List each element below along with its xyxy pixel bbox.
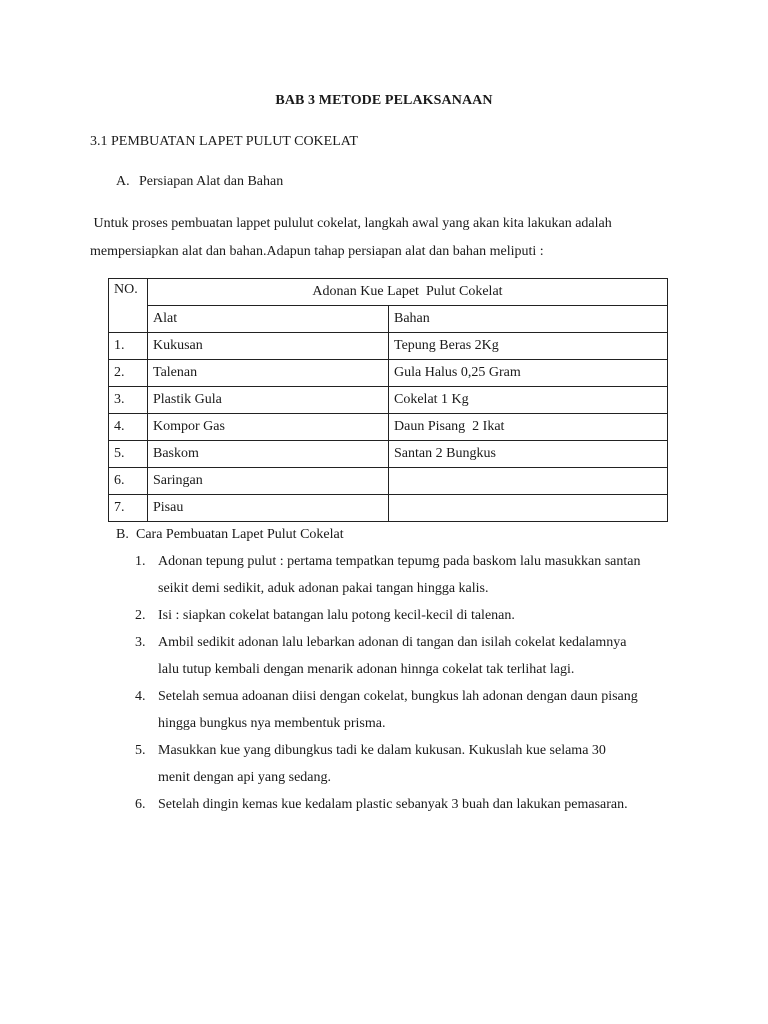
table-row [109, 414, 668, 441]
row-bahan: Gula Halus 0,25 Gram [389, 360, 668, 387]
col-no-header: NO. [109, 279, 148, 333]
step-line-2: hingga bungkus nya membentuk prisma. [158, 716, 386, 731]
row-no: 5. [109, 441, 148, 468]
table-row [109, 468, 668, 495]
row-alat: Talenan [148, 360, 389, 387]
table-subheader-row [109, 306, 668, 333]
step-line-1: Ambil sedikit adonan lalu lebarkan adonan di tangan dan isilah cokelat kedalamnya [158, 635, 627, 650]
intro-line-2: mempersiapkan alat dan bahan.Adapun tahap persiapan alat dan bahan meliputi : [90, 244, 544, 259]
row-no: 3. [109, 387, 148, 414]
step-number: 5. [135, 743, 146, 758]
step-number: 1. [135, 554, 146, 569]
row-alat: Pisau [148, 495, 389, 522]
row-no: 6. [109, 468, 148, 495]
subheading-b-marker: B. [116, 527, 129, 542]
step-line-1: Setelah semua adoanan diisi dengan cokelat, bungkus lah adonan dengan daun pisang [158, 689, 638, 704]
step-number: 4. [135, 689, 146, 704]
step-line-2: lalu tutup kembali dengan menarik adonan hinnga cokelat tak terlihat lagi. [158, 662, 575, 677]
step-line-2: menit dengan api yang sedang. [158, 770, 332, 785]
subheading-b [116, 527, 344, 543]
table-row [109, 495, 668, 522]
chapter-title: BAB 3 METODE PELAKSANAAN [275, 93, 493, 108]
list-item [135, 629, 690, 683]
step-number: 2. [135, 608, 146, 623]
list-item [135, 791, 690, 818]
row-bahan [389, 468, 668, 495]
row-bahan: Cokelat 1 Kg [389, 387, 668, 414]
table-title: Adonan Kue Lapet Pulut Cokelat [148, 279, 668, 306]
step-number: 6. [135, 797, 146, 812]
intro-line-1: Untuk proses pembuatan lappet pululut cokelat, langkah awal yang akan kita lakukan adalah [90, 216, 612, 231]
list-item [135, 548, 690, 602]
table-row [109, 441, 668, 468]
step-line-1: Adonan tepung pulut : pertama tempatkan tepumg pada baskom lalu masukkan santan [158, 554, 641, 569]
row-bahan: Daun Pisang 2 Ikat [389, 414, 668, 441]
row-no: 4. [109, 414, 148, 441]
row-alat: Baskom [148, 441, 389, 468]
materials-table [108, 278, 668, 522]
col-alat-header: Alat [148, 306, 389, 333]
step-line-1: Setelah dingin kemas kue kedalam plastic sebanyak 3 buah dan lakukan pemasaran. [158, 797, 628, 812]
table-header-row [109, 279, 668, 306]
intro-paragraph [90, 210, 690, 266]
row-bahan [389, 495, 668, 522]
row-alat: Plastik Gula [148, 387, 389, 414]
step-number: 3. [135, 635, 146, 650]
section-heading: 3.1 PEMBUATAN LAPET PULUT COKELAT [90, 134, 358, 149]
table-row [109, 360, 668, 387]
list-item [135, 737, 690, 791]
subheading-a [116, 174, 283, 190]
subheading-a-text: Persiapan Alat dan Bahan [139, 174, 284, 189]
row-no: 2. [109, 360, 148, 387]
table-row [109, 387, 668, 414]
steps-list [135, 548, 690, 818]
row-alat: Saringan [148, 468, 389, 495]
row-alat: Kompor Gas [148, 414, 389, 441]
list-item [135, 602, 690, 629]
step-line-1: Masukkan kue yang dibungkus tadi ke dalam kukusan. Kukuslah kue selama 30 [158, 743, 606, 758]
step-line-1: Isi : siapkan cokelat batangan lalu potong kecil-kecil di talenan. [158, 608, 515, 623]
table-row [109, 333, 668, 360]
row-bahan: Santan 2 Bungkus [389, 441, 668, 468]
col-bahan-header: Bahan [389, 306, 668, 333]
subheading-a-marker: A. [116, 174, 130, 189]
row-no: 1. [109, 333, 148, 360]
row-alat: Kukusan [148, 333, 389, 360]
subheading-b-text: Cara Pembuatan Lapet Pulut Cokelat [136, 527, 344, 542]
row-no: 7. [109, 495, 148, 522]
step-line-2: seikit demi sedikit, aduk adonan pakai tangan hingga kalis. [158, 581, 489, 596]
row-bahan: Tepung Beras 2Kg [389, 333, 668, 360]
list-item [135, 683, 690, 737]
